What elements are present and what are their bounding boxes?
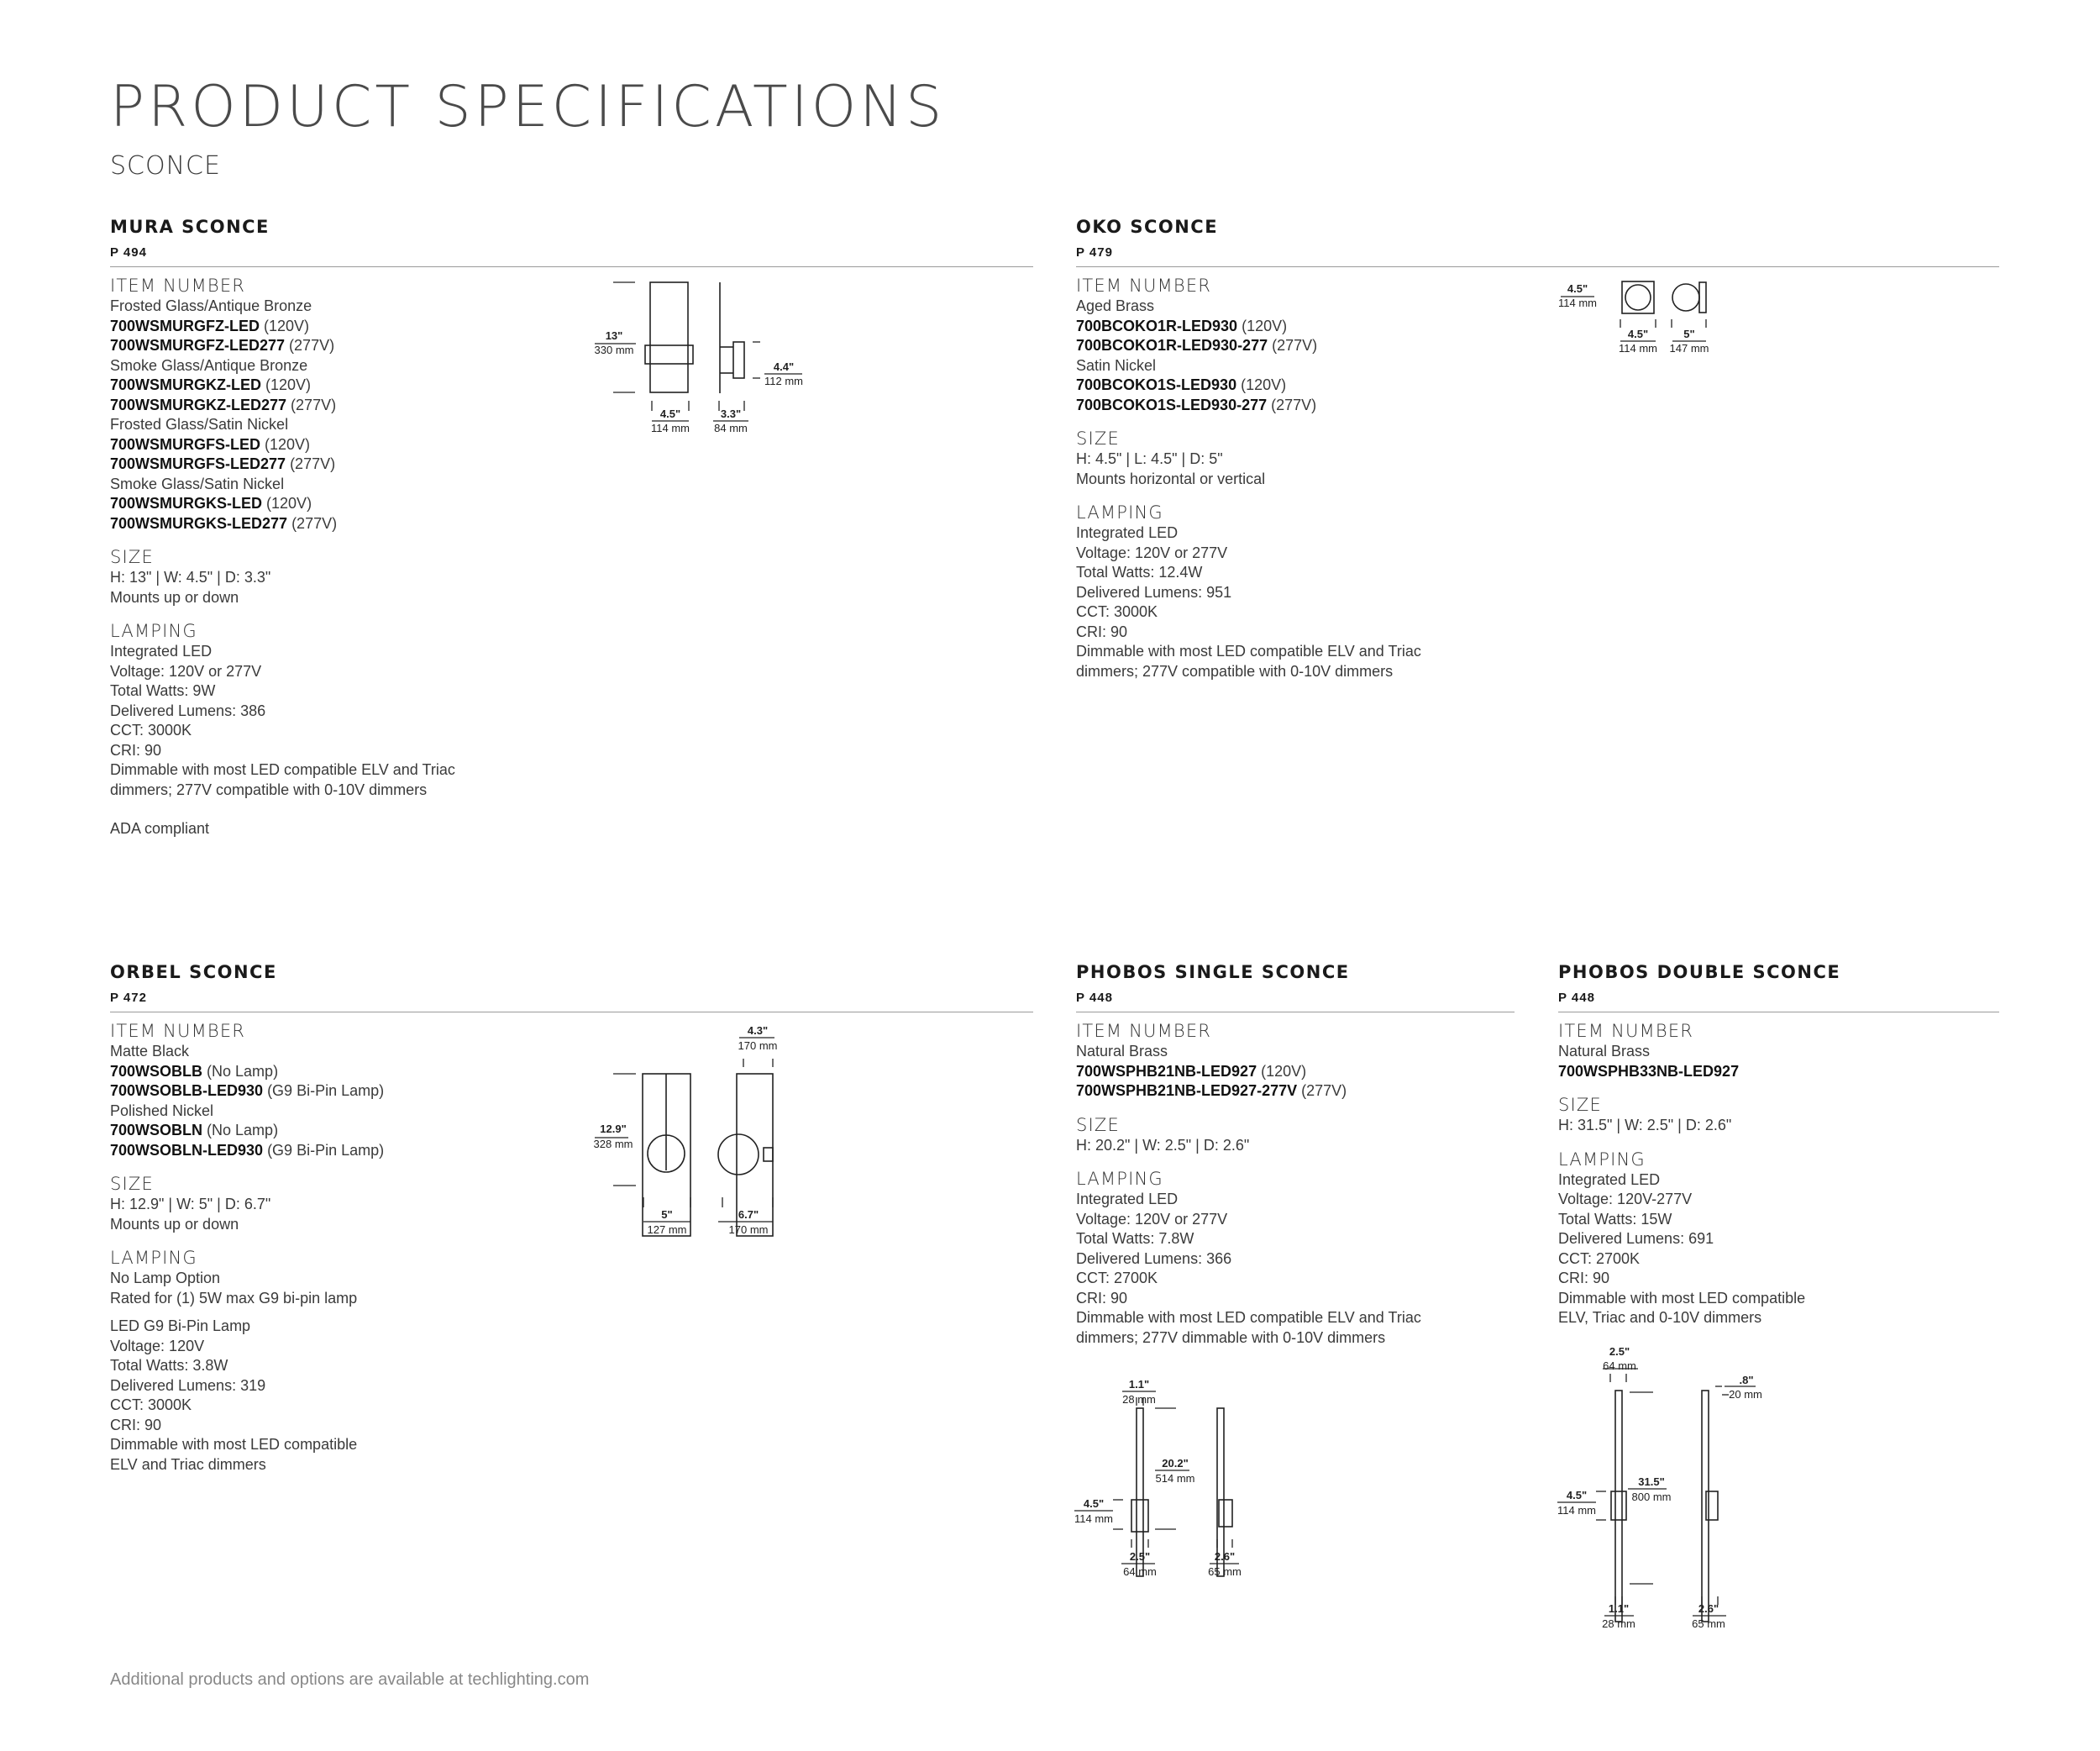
item-number-heading: ITEM NUMBER <box>1076 276 1212 296</box>
item-code: 700WSMURGKS-LED277 <box>110 514 288 532</box>
dim-width: 2.5" <box>1129 1550 1151 1563</box>
spec-line: Dimmable with most LED compatible ELV and Triac <box>1076 1309 1421 1326</box>
item-variant: (No Lamp) <box>202 1122 279 1138</box>
spec-line: Total Watts: 12.4W <box>1076 564 1203 581</box>
spec-line: CCT: 3000K <box>110 1396 192 1413</box>
item-code: 700WSMURGKZ-LED277 <box>110 396 287 413</box>
dim-depth: 3.3" <box>720 408 742 420</box>
finish-label: Natural Brass <box>1558 1043 1651 1060</box>
dim-height-mm: 514 mm <box>1155 1472 1195 1485</box>
item-variant: (120V) <box>1237 317 1288 334</box>
size-list <box>1076 450 1421 489</box>
item-code: 700WSMURGFZ-LED277 <box>110 337 286 354</box>
spec-line: Total Watts: 9W <box>110 682 216 699</box>
finish-label: Satin Nickel <box>1076 356 1157 374</box>
spec-line: Mounts up or down <box>110 1215 239 1233</box>
dim-base: 4.5" <box>1083 1497 1105 1510</box>
page-ref: P 448 <box>1076 991 1113 1005</box>
shade-front <box>650 282 688 392</box>
oko-specs <box>1076 276 1421 681</box>
size-list <box>1076 1136 1421 1156</box>
finish-label: Frosted Glass/Satin Nickel <box>110 416 289 433</box>
spec-line: Dimmable with most LED compatible ELV and Triac <box>1076 643 1421 660</box>
spec-line: Dimmable with most LED compatible ELV and Triac <box>110 761 455 778</box>
item-code-row <box>1076 1062 1421 1082</box>
lamping-list <box>1076 1190 1421 1348</box>
item-code-row <box>1076 1081 1421 1102</box>
item-code-row <box>110 376 455 396</box>
mura-specs <box>110 276 455 839</box>
item-variant: (120V) <box>260 317 310 334</box>
dim-base: 4.5" <box>1566 1489 1588 1501</box>
spec-line: Integrated LED <box>1558 1170 1661 1188</box>
item-code-row <box>110 1081 384 1102</box>
item-list <box>110 1042 384 1160</box>
spec-line: Dimmable with most LED compatible <box>110 1436 358 1453</box>
item-code-row <box>1076 336 1421 356</box>
spec-line: Mounts horizontal or vertical <box>1076 470 1266 487</box>
lamping-list <box>1558 1170 1805 1328</box>
dim-depth-mm: 65 mm <box>1692 1617 1725 1630</box>
item-code-row <box>110 455 455 475</box>
dim-width: 2.5" <box>1609 1345 1630 1358</box>
spec-line: Delivered Lumens: 366 <box>1076 1249 1232 1267</box>
lamping-list <box>1076 523 1421 681</box>
spec-line: Dimmable with most LED compatible <box>1558 1289 1806 1307</box>
dim-width-mm: 64 mm <box>1603 1359 1636 1372</box>
dim-height: 4.5" <box>1567 282 1588 295</box>
item-list <box>1558 1042 1805 1081</box>
item-variant: (No Lamp) <box>202 1062 279 1080</box>
item-variant: (120V) <box>260 435 311 453</box>
dim-width-mm: 127 mm <box>647 1223 687 1236</box>
item-list <box>1076 297 1421 415</box>
dim-top: 1.1" <box>1128 1378 1150 1391</box>
spec-line: CRI: 90 <box>110 1416 162 1433</box>
dim-extension-mm: 20 mm <box>1729 1388 1762 1401</box>
spec-line: Mounts up or down <box>110 588 239 606</box>
size-heading: SIZE <box>110 547 154 567</box>
item-code-row <box>110 396 455 416</box>
dim-height: 13" <box>605 329 623 342</box>
lamping-list <box>110 642 455 800</box>
item-code: 700WSOBLB-LED930 <box>110 1082 264 1099</box>
spec-line: CRI: 90 <box>1076 623 1128 640</box>
item-code: 700WSMURGFZ-LED <box>110 317 260 334</box>
item-number-heading: ITEM NUMBER <box>110 276 246 296</box>
lamping-heading: LAMPING <box>1558 1149 1646 1170</box>
spec-line: dimmers; 277V compatible with 0-10V dimmers <box>1076 662 1394 680</box>
dim-depth-mm: 147 mm <box>1669 342 1709 355</box>
orbel-specs <box>110 1021 384 1475</box>
item-code-row <box>1076 376 1421 396</box>
page-subtitle: SCONCE <box>110 151 221 181</box>
item-code: 700BCOKO1S-LED930 <box>1076 376 1237 393</box>
spec-line: H: 12.9" | W: 5" | D: 6.7" <box>110 1196 271 1212</box>
item-variant: (277V) <box>286 396 337 413</box>
footer-note: Additional products and options are available at techlighting.com <box>110 1670 590 1689</box>
dim-depth-mm: 84 mm <box>714 422 748 434</box>
item-code-row <box>110 336 455 356</box>
item-code-row <box>1076 317 1421 337</box>
spec-line: CCT: 2700K <box>1076 1270 1158 1286</box>
page-ref: P 448 <box>1558 991 1595 1005</box>
dim-top: 4.3" <box>747 1024 769 1037</box>
spec-line: Voltage: 120V-277V <box>1558 1191 1693 1207</box>
dim-height: 20.2" <box>1162 1457 1189 1470</box>
item-variant: (277V) <box>285 337 335 354</box>
dim-width: 5" <box>661 1208 673 1221</box>
size-list <box>1558 1116 1805 1136</box>
section-divider <box>1076 266 1999 267</box>
dim-height-mm: 328 mm <box>593 1138 633 1150</box>
lamping-heading: LAMPING <box>1076 1169 1163 1189</box>
finish-label: Smoke Glass/Antique Bronze <box>110 356 308 374</box>
phobos-single-diagram <box>1071 1361 1273 1580</box>
spec-line: CRI: 90 <box>110 741 162 759</box>
lamping-heading: LAMPING <box>110 1248 197 1268</box>
dim-depth: 2.6" <box>1214 1550 1236 1563</box>
size-heading: SIZE <box>1558 1095 1602 1115</box>
spec-line: dimmers; 277V compatible with 0-10V dimmers <box>110 781 428 798</box>
item-code-row <box>110 317 455 337</box>
section-title: PHOBOS SINGLE SCONCE <box>1076 962 1350 982</box>
item-variant: (277V) <box>1268 337 1318 354</box>
lamping-list <box>110 1269 384 1308</box>
finish-label: Polished Nickel <box>110 1102 214 1119</box>
item-number-heading: ITEM NUMBER <box>110 1021 246 1041</box>
spec-line: H: 13" | W: 4.5" | D: 3.3" <box>110 569 271 586</box>
dim-height-mm: 114 mm <box>1558 297 1597 309</box>
item-code: 700WSOBLN <box>110 1122 203 1138</box>
section-divider <box>110 266 1033 267</box>
phobos-double-specs <box>1558 1021 1805 1328</box>
item-code: 700WSPHB21NB-LED927 <box>1076 1062 1257 1080</box>
section-title: MURA SCONCE <box>110 217 270 237</box>
finish-label: Aged Brass <box>1076 297 1155 314</box>
dim-top: 1.1" <box>1608 1602 1630 1615</box>
spec-line: Integrated LED <box>1076 524 1179 541</box>
item-code: 700WSMURGFS-LED277 <box>110 455 286 472</box>
item-code-row <box>110 1062 384 1082</box>
rod-front <box>1615 1391 1622 1622</box>
item-code: 700BCOKO1S-LED930-277 <box>1076 396 1268 413</box>
page-ref: P 472 <box>110 991 147 1005</box>
finish-label: Smoke Glass/Satin Nickel <box>110 475 285 492</box>
item-variant: (G9 Bi-Pin Lamp) <box>263 1141 385 1159</box>
spec-line: Rated for (1) 5W max G9 bi-pin lamp <box>110 1289 358 1307</box>
dim-base-mm: 114 mm <box>1557 1504 1596 1517</box>
band-front <box>645 345 693 364</box>
spec-line: Total Watts: 3.8W <box>110 1357 228 1374</box>
dim-depth: 6.7" <box>738 1208 759 1221</box>
spec-line: No Lamp Option <box>110 1270 221 1286</box>
spec-line: Integrated LED <box>110 643 213 660</box>
spec-line: CCT: 3000K <box>1076 603 1158 620</box>
item-code-row <box>110 1141 384 1161</box>
spec-line: LED G9 Bi-Pin Lamp <box>110 1317 251 1334</box>
item-variant: (120V) <box>1236 376 1287 393</box>
spec-line: Total Watts: 15W <box>1558 1210 1672 1228</box>
phobos-double-diagram <box>1554 1340 1762 1634</box>
dim-top-mm: 170 mm <box>738 1039 778 1052</box>
finish-label: Matte Black <box>110 1043 190 1060</box>
item-code: 700WSPHB21NB-LED927-277V <box>1076 1082 1298 1099</box>
size-heading: SIZE <box>110 1174 154 1194</box>
item-variant: (G9 Bi-Pin Lamp) <box>263 1082 385 1099</box>
item-variant: (120V) <box>261 376 312 393</box>
dim-height-mm: 330 mm <box>594 344 634 356</box>
dim-width-mm: 114 mm <box>1619 342 1657 355</box>
mura-diagram <box>588 273 823 450</box>
spec-line: Total Watts: 7.8W <box>1076 1230 1194 1247</box>
item-variant: (120V) <box>1257 1062 1307 1080</box>
dim-extension: .8" <box>1739 1374 1754 1386</box>
item-code: 700BCOKO1R-LED930 <box>1076 317 1238 334</box>
spec-line: ELV and Triac dimmers <box>110 1455 266 1473</box>
page-title: PRODUCT SPECIFICATIONS <box>110 74 946 140</box>
spec-line: Voltage: 120V or 277V <box>1076 1210 1228 1228</box>
phobos-single-specs <box>1076 1021 1421 1348</box>
dim-width-mm: 64 mm <box>1123 1565 1157 1578</box>
item-code: 700WSPHB33NB-LED927 <box>1558 1062 1740 1080</box>
dim-top-mm: 28 mm <box>1602 1617 1635 1630</box>
dim-depth-mm: 65 mm <box>1208 1565 1242 1578</box>
item-code: 700WSMURGKS-LED <box>110 495 263 512</box>
spec-line: Integrated LED <box>1076 1191 1179 1207</box>
dim-extension-mm: 112 mm <box>764 375 803 387</box>
lamping-list-led <box>110 1317 384 1475</box>
item-list <box>110 297 455 534</box>
spec-line: CRI: 90 <box>1076 1289 1128 1307</box>
mura-header <box>110 217 270 260</box>
item-code-row <box>110 494 455 514</box>
spec-line: H: 31.5" | W: 2.5" | D: 2.6" <box>1558 1117 1732 1133</box>
spec-line: CRI: 90 <box>1558 1270 1610 1286</box>
section-title: OKO SCONCE <box>1076 217 1219 237</box>
item-code: 700WSMURGFS-LED <box>110 435 261 453</box>
dim-depth: 5" <box>1683 328 1695 340</box>
lamping-heading: LAMPING <box>1076 502 1163 523</box>
spec-line: Delivered Lumens: 386 <box>110 702 266 719</box>
spec-line: H: 4.5" | L: 4.5" | D: 5" <box>1076 450 1223 467</box>
item-code: 700BCOKO1R-LED930-277 <box>1076 337 1268 354</box>
spec-line: Delivered Lumens: 951 <box>1076 583 1232 601</box>
dim-height: 12.9" <box>600 1123 627 1135</box>
spec-line: CCT: 2700K <box>1558 1249 1641 1267</box>
item-variant: (277V) <box>286 455 336 472</box>
rod-side <box>1702 1391 1709 1622</box>
spec-line: Voltage: 120V <box>110 1337 205 1354</box>
page-ref: P 479 <box>1076 245 1113 260</box>
item-number-heading: ITEM NUMBER <box>1558 1021 1694 1041</box>
dim-depth: 2.6" <box>1698 1602 1719 1615</box>
item-code-row <box>110 514 455 534</box>
item-code-row <box>110 435 455 455</box>
spec-line: Delivered Lumens: 691 <box>1558 1230 1714 1247</box>
item-number-heading: ITEM NUMBER <box>1076 1021 1212 1041</box>
item-code-row <box>1558 1062 1805 1082</box>
item-list <box>1076 1042 1421 1102</box>
dim-top-mm: 28 mm <box>1122 1393 1156 1406</box>
item-variant: (277V) <box>1297 1082 1347 1099</box>
finish-label: Frosted Glass/Antique Bronze <box>110 297 312 314</box>
item-code-row <box>1076 396 1421 416</box>
phobos-double-header <box>1558 962 1840 1005</box>
item-code: 700WSOBLB <box>110 1062 203 1080</box>
finish-label: Natural Brass <box>1076 1043 1168 1060</box>
size-heading: SIZE <box>1076 429 1120 449</box>
item-code: 700WSOBLN-LED930 <box>110 1141 264 1159</box>
size-heading: SIZE <box>1076 1114 1120 1135</box>
spec-line: CCT: 3000K <box>110 722 192 739</box>
spec-line: ELV, Triac and 0-10V dimmers <box>1558 1309 1762 1326</box>
dim-width-mm: 114 mm <box>651 422 690 434</box>
size-list <box>110 1195 384 1234</box>
spec-line: Delivered Lumens: 319 <box>110 1376 266 1394</box>
item-code: 700WSMURGKZ-LED <box>110 376 262 393</box>
oko-header <box>1076 217 1218 260</box>
orbel-header <box>110 962 277 1005</box>
dim-base-mm: 114 mm <box>1074 1512 1113 1525</box>
item-variant: (277V) <box>287 514 338 532</box>
section-title: ORBEL SCONCE <box>110 962 277 982</box>
item-code-row <box>110 1121 384 1141</box>
dim-depth-mm: 170 mm <box>728 1223 769 1236</box>
dim-width: 4.5" <box>659 408 681 420</box>
spec-line: Voltage: 120V or 277V <box>1076 544 1228 561</box>
section-title: PHOBOS DOUBLE SCONCE <box>1558 962 1841 982</box>
dim-width: 4.5" <box>1627 328 1649 340</box>
dim-height-mm: 800 mm <box>1631 1491 1672 1503</box>
spec-line: Voltage: 120V or 277V <box>110 662 262 680</box>
item-variant: (277V) <box>1267 396 1317 413</box>
lamping-heading: LAMPING <box>110 621 197 641</box>
orbel-diagram <box>588 1023 806 1242</box>
oko-diagram <box>1554 273 1722 361</box>
dim-height: 31.5" <box>1638 1475 1665 1488</box>
spec-line: H: 20.2" | W: 2.5" | D: 2.6" <box>1076 1136 1250 1154</box>
item-variant: (120V) <box>262 495 312 512</box>
size-list <box>110 568 455 607</box>
dim-extension: 4.4" <box>773 360 795 373</box>
phobos-single-header <box>1076 962 1350 1005</box>
page-ref: P 494 <box>110 245 147 260</box>
ada-note: ADA compliant <box>110 820 210 837</box>
spec-line: dimmers; 277V dimmable with 0-10V dimmers <box>1076 1328 1386 1346</box>
